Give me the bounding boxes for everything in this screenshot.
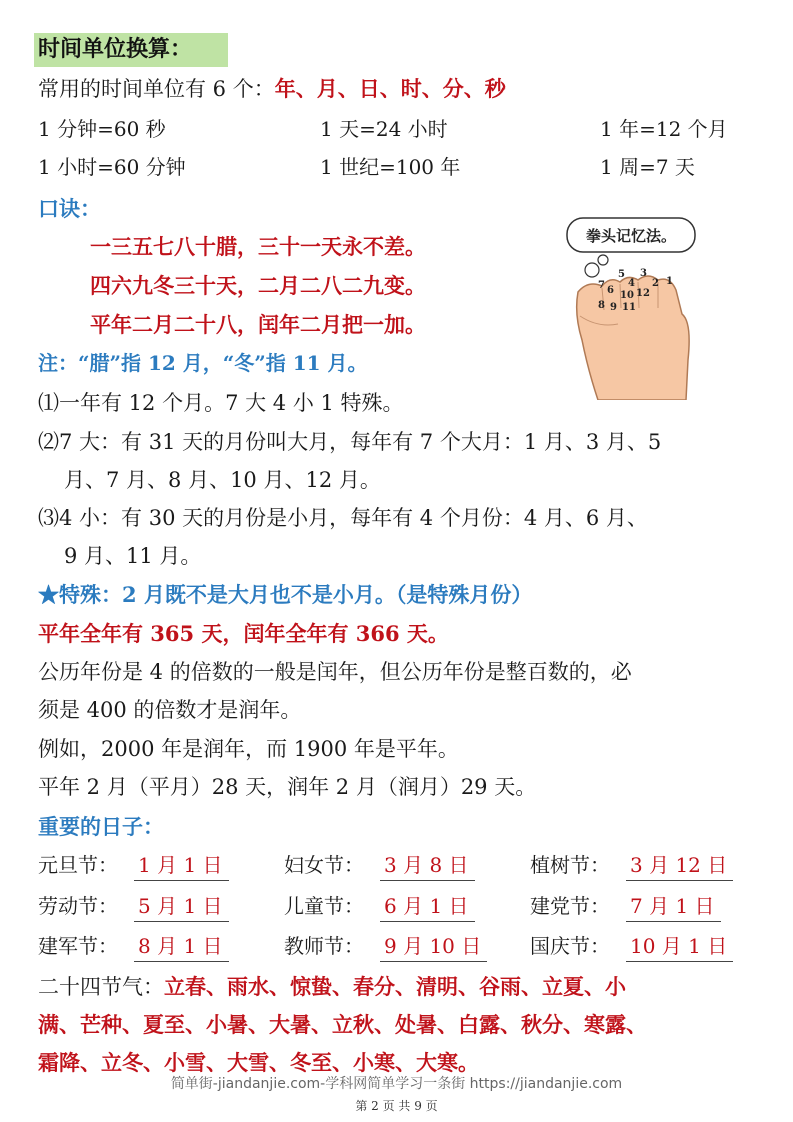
time-units-line: [38, 74, 506, 104]
finger-number: 1: [666, 276, 673, 287]
section-title: 时间单位换算：: [34, 33, 228, 67]
leap-example-line: 例如，2000 年是润年，而 1900 年是平年。: [38, 737, 459, 761]
conversion-cell: 1 世纪=100 年: [320, 155, 461, 179]
holiday-name: 建军节：: [38, 934, 118, 958]
conversion-cell: 1 分钟=60 秒: [38, 117, 166, 141]
months-line: ⑶4 小：有 30 天的月份是小月，每年有 4 个月份：4 月、6 月、: [38, 506, 648, 530]
holiday-name: 儿童节：: [284, 894, 364, 918]
months-line: 月、7 月、8 月、10 月、12 月。: [64, 468, 381, 492]
holidays-label: 重要的日子：: [38, 814, 164, 839]
mnemonic-line: 四六九冬三十天，二月二八二九变。: [90, 273, 426, 298]
holiday-name: 国庆节：: [530, 934, 610, 958]
holiday-date: 8 月 1 日: [134, 931, 229, 962]
finger-number: 8: [598, 300, 605, 311]
holiday-date: 1 月 1 日: [134, 850, 229, 881]
solar-terms-list: 霜降、立冬、小雪、大雪、冬至、小寒、大寒。: [38, 1050, 479, 1075]
fist-illustration: [558, 210, 700, 400]
page-number: 第 2 页 共 9 页: [355, 1099, 438, 1113]
finger-number: 12: [636, 288, 650, 299]
finger-number: 6: [607, 285, 614, 296]
holiday-name: 元旦节：: [38, 853, 118, 877]
holiday-date: 10 月 1 日: [626, 931, 733, 962]
finger-number: 9: [610, 302, 617, 313]
finger-number: 4: [628, 278, 635, 289]
solar-terms-list: 立春、雨水、惊蛰、春分、清明、谷雨、立夏、小: [164, 974, 626, 999]
conversion-cell: 1 年=12 个月: [600, 117, 728, 141]
solar-terms-line: [38, 972, 626, 1002]
leap-rule-line: 公历年份是 4 的倍数的一般是闰年，但公历年份是整百数的，必: [38, 660, 632, 684]
conversion-cell: 1 小时=60 分钟: [38, 155, 186, 179]
solar-terms-list: 满、芒种、夏至、小暑、大暑、立秋、处暑、白露、秋分、寒露、: [38, 1012, 647, 1037]
bubble-text: 拳头记忆法。: [585, 227, 677, 245]
conversion-cell: 1 周=7 天: [600, 155, 695, 179]
holiday-name: 妇女节：: [284, 853, 364, 877]
mnemonic-line: 平年二月二十八，闰年二月把一加。: [90, 312, 426, 337]
leap-rule-line: 须是 400 的倍数才是润年。: [38, 698, 302, 722]
finger-number: 3: [640, 268, 647, 279]
solar-terms-label: 二十四节气：: [38, 975, 164, 999]
holiday-date: 6 月 1 日: [380, 891, 475, 922]
mnemonic-note: 注：“腊”指 12 月，“冬”指 11 月。: [38, 351, 368, 375]
leap-days-line: 平年全年有 365 天，闰年全年有 366 天。: [38, 621, 449, 646]
months-line: 9 月、11 月。: [64, 544, 202, 568]
finger-number: 7: [598, 280, 605, 291]
holiday-name: 植树节：: [530, 853, 610, 877]
holiday-date: 5 月 1 日: [134, 891, 229, 922]
holiday-date: 3 月 12 日: [626, 850, 733, 881]
mnemonic-line: 一三五七八十腊，三十一天永不差。: [90, 234, 426, 259]
finger-number: 11: [622, 302, 636, 313]
finger-number: 2: [652, 278, 659, 289]
months-line: ⑵7 大：有 31 天的月份叫大月，每年有 7 个大月：1 月、3 月、5: [38, 430, 662, 454]
months-line: ⑴一年有 12 个月。7 大 4 小 1 特殊。: [38, 391, 404, 415]
holiday-name: 建党节：: [530, 894, 610, 918]
special-month-note: ★特殊：2 月既不是大月也不是小月。（是特殊月份）: [38, 582, 533, 607]
holiday-date: 7 月 1 日: [626, 891, 721, 922]
holiday-name: 劳动节：: [38, 894, 118, 918]
holiday-date: 3 月 8 日: [380, 850, 475, 881]
conversion-cell: 1 天=24 小时: [320, 117, 448, 141]
holiday-name: 教师节：: [284, 934, 364, 958]
mnemonic-label: 口诀：: [38, 196, 101, 221]
feb-days-line: 平年 2 月（平月）28 天，润年 2 月（润月）29 天。: [38, 775, 537, 799]
finger-number: 10: [620, 290, 634, 301]
time-units-list: 年、月、日、时、分、秒: [274, 76, 506, 101]
watermark-text: 简单街-jiandanjie.com-学科网简单学习一条街 https://jiandanjie.com: [170, 1076, 623, 1092]
time-units-prefix: 常用的时间单位有 6 个：: [38, 77, 275, 101]
holiday-date: 9 月 10 日: [380, 931, 487, 962]
finger-number: 5: [618, 269, 625, 280]
